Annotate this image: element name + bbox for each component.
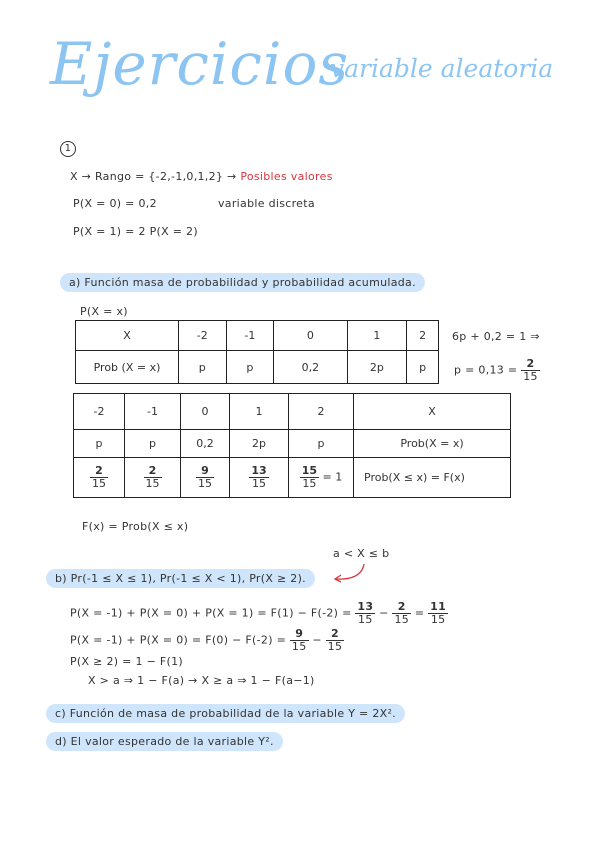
minus-sign: −	[379, 606, 389, 620]
cum-suffix: = 1	[322, 470, 343, 484]
exercise-number: 1	[60, 141, 76, 157]
table1-cell: p	[226, 351, 274, 384]
part-b-line-3: P(X ≥ 2) = 1 − F(1)	[70, 655, 183, 668]
fraction-numerator: 9	[290, 628, 309, 641]
part-b-line-1	[70, 601, 448, 626]
rango-line	[70, 170, 333, 183]
cum-fraction	[249, 465, 268, 490]
page-title: Ejercicios	[50, 30, 350, 98]
result-fraction	[355, 601, 375, 626]
line-text: P(X = -1) + P(X = 0) = F(0) − F(-2) =	[70, 633, 287, 647]
table2-cell: p	[125, 430, 181, 458]
fraction-numerator: 2	[144, 465, 162, 478]
table2-cum-cell	[74, 458, 125, 498]
fraction-denominator: 15	[358, 613, 373, 626]
table2-header-cell: -1	[125, 394, 181, 430]
px-label: P(X = x)	[80, 305, 128, 318]
table2-cum-cell	[230, 458, 289, 498]
part-a-heading: a) Función masa de probabilidad y probabilidad acumulada.	[60, 273, 425, 292]
interval-annotation: a < X ≤ b	[333, 547, 390, 560]
fraction-numerator: 2	[326, 628, 345, 641]
cumulative-table	[73, 393, 511, 498]
table2-cell: 0,2	[181, 430, 230, 458]
table1-cell: Prob (X = x)	[76, 351, 179, 384]
part-c-heading: c) Función de masa de probabilidad de la variable Y = 2X².	[46, 704, 405, 723]
fraction-denominator: 15	[145, 477, 160, 490]
table1-header-cell: -1	[226, 321, 274, 351]
probability-table	[75, 320, 439, 384]
fx-definition: F(x) = Prob(X ≤ x)	[82, 520, 189, 533]
result-fraction	[290, 628, 309, 653]
table1-cell: p	[407, 351, 439, 384]
p0-line: P(X = 0) = 0,2	[73, 197, 157, 210]
table1-header-cell: X	[76, 321, 179, 351]
cum-fraction	[300, 465, 319, 490]
table1-header-cell: -2	[179, 321, 227, 351]
table2-header-cell: 0	[181, 394, 230, 430]
side-fraction	[521, 358, 540, 383]
fraction-denominator: 15	[523, 370, 538, 383]
side-equation-text: p = 0,13 =	[454, 363, 518, 377]
part-b-line-4: X > a ⇒ 1 − F(a) → X ≥ a ⇒ 1 − F(a−1)	[88, 674, 315, 687]
fraction-numerator: 13	[357, 600, 374, 613]
table2-cum-cell	[125, 458, 181, 498]
table2-cell: 2p	[230, 430, 289, 458]
table1-cell: p	[179, 351, 227, 384]
table1-cell: 2p	[347, 351, 407, 384]
table2-cell: p	[74, 430, 125, 458]
fraction-denominator: 15	[327, 640, 343, 653]
fraction-numerator: 9	[196, 465, 214, 478]
fraction-denominator: 15	[302, 477, 317, 490]
rango-text: X → Rango = {-2,-1,0,1,2} →	[70, 170, 237, 183]
part-d-heading: d) El valor esperado de la variable Y².	[46, 732, 283, 751]
fraction-numerator: 2	[521, 358, 540, 371]
result-fraction	[326, 628, 345, 653]
discrete-note: variable discreta	[218, 197, 315, 210]
table2-header-cell: 2	[289, 394, 354, 430]
cum-fraction	[196, 465, 214, 490]
fraction-denominator: 15	[252, 477, 266, 490]
cum-fraction	[144, 465, 162, 490]
part-b-line-2	[70, 628, 344, 653]
table2-cum-cell	[289, 458, 354, 498]
p1-line: P(X = 1) = 2 P(X = 2)	[73, 225, 198, 238]
result-fraction	[428, 601, 448, 626]
rango-note: Posibles valores	[240, 170, 333, 183]
table2-cum-cell	[181, 458, 230, 498]
fraction-numerator: 15	[301, 464, 318, 477]
table2-header-cell: X	[354, 394, 511, 430]
fraction-denominator: 15	[430, 613, 446, 626]
page-subtitle: variable aleatoria	[330, 54, 554, 83]
table1-cell: 0,2	[274, 351, 348, 384]
cum-fraction	[90, 465, 108, 490]
fraction-denominator: 15	[92, 477, 106, 490]
table1-header-cell: 0	[274, 321, 348, 351]
table1-header-cell: 2	[407, 321, 439, 351]
fraction-numerator: 2	[392, 601, 411, 614]
fraction-numerator: 13	[251, 464, 267, 477]
table1-header-cell: 1	[347, 321, 407, 351]
curved-arrow-icon	[330, 562, 370, 584]
fraction-numerator: 11	[430, 600, 447, 613]
fraction-denominator: 15	[291, 640, 307, 653]
table2-cell: p	[289, 430, 354, 458]
part-b-heading: b) Pr(-1 ≤ X ≤ 1), Pr(-1 ≤ X < 1), Pr(X ≥ 2).	[46, 569, 315, 588]
table2-cell: Prob(X = x)	[354, 430, 511, 458]
result-fraction	[392, 601, 411, 626]
line-text: P(X = -1) + P(X = 0) + P(X = 1) = F(1) − F(-2) =	[70, 606, 352, 620]
equals-sign: =	[414, 606, 425, 620]
fraction-denominator: 15	[198, 477, 212, 490]
side-equation-2	[454, 358, 540, 383]
minus-sign: −	[312, 633, 322, 647]
table2-cum-label: Prob(X ≤ x) = F(x)	[354, 458, 511, 498]
fraction-denominator: 15	[394, 613, 410, 626]
side-equation-1: 6p + 0,2 = 1 ⇒	[452, 330, 540, 343]
table2-header-cell: 1	[230, 394, 289, 430]
fraction-numerator: 2	[90, 465, 108, 478]
table2-header-cell: -2	[74, 394, 125, 430]
